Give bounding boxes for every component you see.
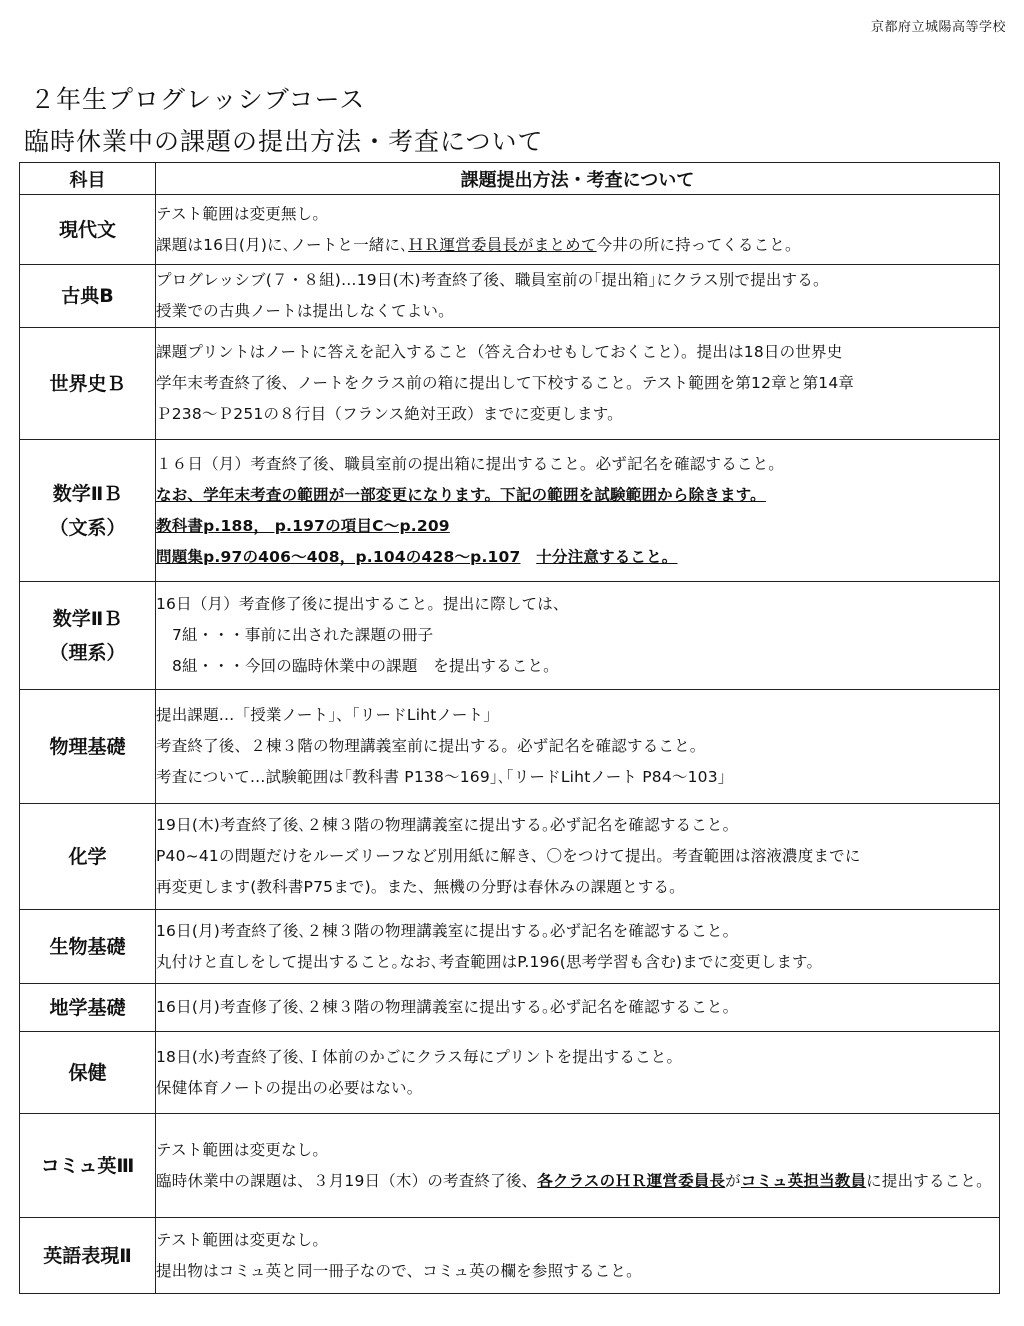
content-cell bbox=[156, 195, 1000, 265]
table-row bbox=[20, 195, 1000, 265]
content-cell bbox=[156, 1218, 1000, 1294]
content-line: 学年末考査終了後、ノートをクラス前の箱に提出して下校すること。テスト範囲を第12章と第14章 bbox=[156, 374, 855, 392]
table-row bbox=[20, 328, 1000, 440]
table-row bbox=[20, 910, 1000, 984]
content-line: テスト範囲は変更なし。 bbox=[156, 1140, 329, 1159]
content-line-emphasis: なお、学年末考査の範囲が一部変更になります。下記の範囲を試験範囲から除きます。 bbox=[156, 485, 766, 504]
page-title-subject: 臨時休業中の課題の提出方法・考査について bbox=[24, 127, 544, 156]
text: に提出すること。 bbox=[866, 1171, 992, 1190]
content-line bbox=[156, 1166, 999, 1197]
content-line-emphasis bbox=[156, 542, 999, 573]
content-cell bbox=[156, 690, 1000, 804]
subject-cell: 世界史Ｂ bbox=[20, 328, 156, 440]
school-name: 京都府立城陽高等学校 bbox=[870, 20, 1006, 35]
content-cell bbox=[156, 265, 1000, 328]
underlined-text: 各クラスのＨＲ運営委員長 bbox=[537, 1171, 726, 1190]
content-line bbox=[156, 230, 999, 261]
content-cell bbox=[156, 582, 1000, 690]
text: 今井の所に持ってくること。 bbox=[596, 235, 801, 254]
subject-cell bbox=[20, 582, 156, 690]
content-line: 18日(水)考査終了後､Ｉ体前のかごにクラス毎にプリントを提出すること。 bbox=[156, 1047, 683, 1066]
subject-cell: 古典B bbox=[20, 265, 156, 328]
content-line: １６日（月）考査終了後、職員室前の提出箱に提出すること。必ず記名を確認すること。 bbox=[156, 454, 785, 473]
content-line: 丸付けと直しをして提出すること｡なお､考査範囲はP.196(思考学習も含む)までに変更します。 bbox=[156, 952, 823, 971]
assignment-table bbox=[19, 162, 1000, 1294]
content-line: 16日（月）考査修了後に提出すること。提出に際しては、 bbox=[156, 595, 569, 613]
subject-cell: 保健 bbox=[20, 1032, 156, 1114]
table-header-row bbox=[20, 163, 1000, 195]
content-line: 提出課題…「授業ノート」、「リードLihtノート」 bbox=[156, 706, 499, 724]
content-cell bbox=[156, 910, 1000, 984]
content-cell bbox=[156, 328, 1000, 440]
subject-cell: 生物基礎 bbox=[20, 910, 156, 984]
column-header-subject: 科目 bbox=[20, 163, 156, 195]
subject-cell bbox=[20, 440, 156, 582]
content-line: 再変更します(教科書P75まで)。また、無機の分野は春休みの課題とする。 bbox=[156, 878, 685, 896]
text: 課題は16日(月)に､ノートと一緒に､ bbox=[156, 235, 409, 254]
content-cell bbox=[156, 440, 1000, 582]
subject-cell: 地学基礎 bbox=[20, 984, 156, 1032]
content-cell bbox=[156, 984, 1000, 1032]
subject-cell: コミュ英Ⅲ bbox=[20, 1114, 156, 1218]
content-cell bbox=[156, 1114, 1000, 1218]
column-header-method: 課題提出方法・考査について bbox=[156, 163, 1000, 195]
content-line: テスト範囲は変更無し。 bbox=[156, 204, 329, 223]
content-line: 提出物はコミュ英と同一冊子なので、コミュ英の欄を参照すること。 bbox=[156, 1261, 642, 1280]
subject-label: 数学ⅡＢ bbox=[52, 607, 123, 630]
content-line: テスト範囲は変更なし。 bbox=[156, 1230, 329, 1249]
underlined-text: 十分注意すること。 bbox=[536, 547, 678, 566]
subject-sublabel: （理系） bbox=[49, 641, 126, 664]
table-row bbox=[20, 1218, 1000, 1294]
table-row bbox=[20, 1114, 1000, 1218]
content-line: 16日(月)考査終了後､２棟３階の物理講義室に提出する｡必ず記名を確認すること。 bbox=[156, 921, 739, 940]
table-row bbox=[20, 1032, 1000, 1114]
subject-cell: 現代文 bbox=[20, 195, 156, 265]
content-line: Ｐ238～Ｐ251の８行目（フランス絶対王政）までに変更します。 bbox=[156, 405, 623, 423]
table-row bbox=[20, 265, 1000, 328]
subject-cell: 化学 bbox=[20, 804, 156, 910]
page-title-course: ２年生プログレッシブコース bbox=[30, 85, 366, 114]
content-line: 8組・・・今回の臨時休業中の課題 を提出すること。 bbox=[172, 657, 559, 675]
subject-cell: 物理基礎 bbox=[20, 690, 156, 804]
content-cell bbox=[156, 804, 1000, 910]
subject-label: 数学ⅡＢ bbox=[52, 482, 123, 505]
content-line: 保健体育ノートの提出の必要はない。 bbox=[156, 1078, 423, 1097]
subject-sublabel: （文系） bbox=[49, 516, 126, 539]
text: 臨時休業中の課題は、３月19日（木）の考査終了後、 bbox=[156, 1171, 538, 1190]
underlined-text: コミュ英担当教員 bbox=[740, 1171, 867, 1190]
content-cell bbox=[156, 1032, 1000, 1114]
table-row bbox=[20, 984, 1000, 1032]
content-line: P40~41の問題だけをルーズリーフなど別用紙に解き、〇をつけて提出。考査範囲は溶液濃度までに bbox=[156, 847, 861, 865]
table-row bbox=[20, 804, 1000, 910]
underlined-text: 問題集p.97の406～408，p.104の428～p.107 bbox=[156, 547, 521, 566]
content-line: 授業での古典ノートは提出しなくてよい。 bbox=[156, 302, 454, 320]
content-line: 16日(月)考査修了後､２棟３階の物理講義室に提出する｡必ず記名を確認すること。 bbox=[156, 998, 739, 1016]
content-line: プログレッシブ(７・８組)…19日(木)考査終了後、職員室前の｢提出箱｣にクラス別で提出する。 bbox=[156, 271, 829, 289]
content-line: 7組・・・事前に出された課題の冊子 bbox=[172, 626, 434, 644]
table-row bbox=[20, 582, 1000, 690]
text: が bbox=[725, 1171, 741, 1190]
subject-cell: 英語表現Ⅱ bbox=[20, 1218, 156, 1294]
underlined-text: ＨＲ運営委員長がまとめて bbox=[408, 235, 597, 254]
table-row bbox=[20, 690, 1000, 804]
content-line-emphasis: 教科書p.188， p.197の項目C～p.209 bbox=[156, 516, 450, 535]
table-row bbox=[20, 440, 1000, 582]
content-line: 課題プリントはノートに答えを記入すること（答え合わせもしておくこと）。提出は18日の世界史 bbox=[156, 343, 843, 361]
content-line: 考査終了後、２棟３階の物理講義室前に提出する。必ず記名を確認すること。 bbox=[156, 737, 706, 755]
content-line: 考査について…試験範囲は｢教科書 P138～169｣､｢リードLihtノート P84～103｣ bbox=[156, 768, 726, 786]
content-line: 19日(木)考査終了後､２棟３階の物理講義室に提出する｡必ず記名を確認すること。 bbox=[156, 816, 739, 834]
